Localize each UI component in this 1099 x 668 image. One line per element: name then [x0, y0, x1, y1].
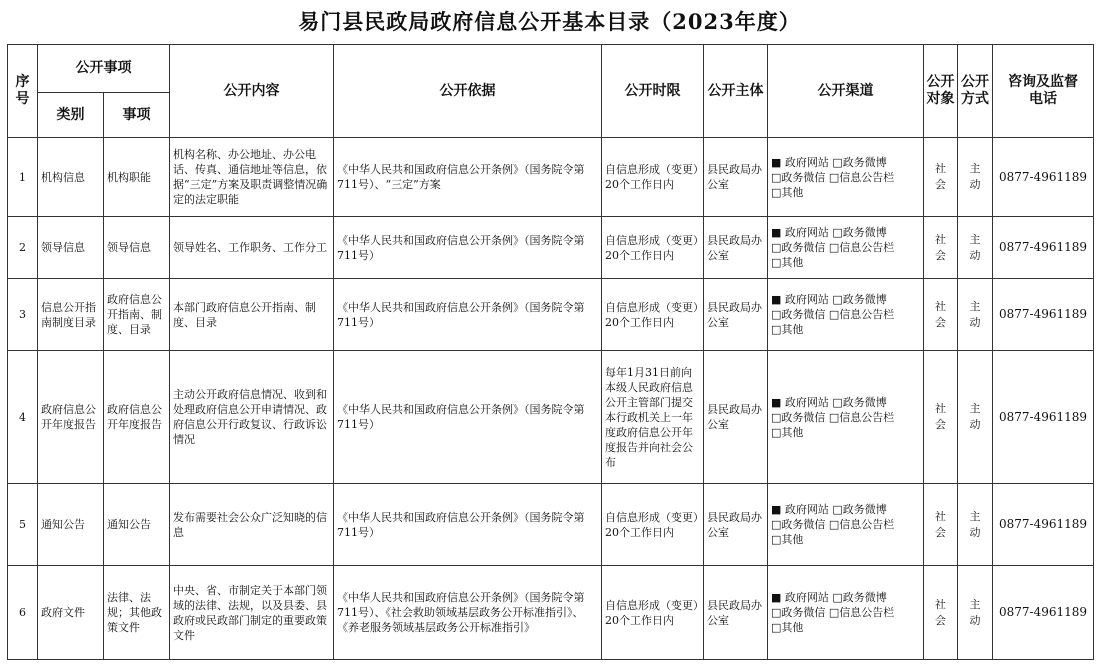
row-category: 机构信息	[38, 138, 104, 217]
channel-line-1: ■ 政府网站 □政务微博	[771, 395, 887, 409]
channel-line-1: ■ 政府网站 □政务微博	[771, 226, 887, 239]
channel-line-1: ■ 政府网站 □政务微博	[771, 503, 887, 516]
row-item: 机构职能	[104, 138, 170, 217]
channel-line-3: □其他	[771, 425, 804, 439]
row-seq: 1	[8, 138, 38, 217]
table-row	[8, 138, 1094, 217]
table-row	[8, 279, 1094, 351]
row-mode: 主动	[958, 484, 993, 566]
row-category: 政府信息公开年度报告	[38, 351, 104, 484]
channel-line-2: □政务微信 □信息公告栏	[771, 308, 895, 321]
row-subject: 县民政局办公室	[704, 351, 768, 484]
header-item: 事项	[104, 93, 170, 138]
row-channel	[768, 351, 924, 484]
row-content: 中央、省、市制定关于本部门领域的法律、法规，以及县委、县政府或民政部门制定的重要政策文件	[170, 566, 334, 660]
channel-line-3: □其他	[771, 323, 804, 336]
row-category: 领导信息	[38, 217, 104, 279]
row-deadline: 每年1月31日前向本级人民政府信息公开主管部门提交本行政机关上一年度政府信息公开年度报告并向社会公布	[602, 351, 704, 484]
row-seq: 3	[8, 279, 38, 351]
row-seq: 2	[8, 217, 38, 279]
row-phone: 0877-4961189	[993, 484, 1094, 566]
row-seq: 4	[8, 351, 38, 484]
channel-line-3: □其他	[771, 256, 804, 269]
channel-line-2: □政务微信 □信息公告栏	[771, 170, 895, 184]
row-basis: 《中华人民共和国政府信息公开条例》（国务院令第711号）	[334, 351, 602, 484]
channel-line-3: □其他	[771, 185, 804, 199]
channel-line-1: ■ 政府网站 □政务微博	[771, 293, 887, 306]
row-channel	[768, 138, 924, 217]
header-basis: 公开依据	[334, 45, 602, 138]
row-target: 社会	[924, 484, 958, 566]
row-target: 社会	[924, 351, 958, 484]
row-target: 社会	[924, 217, 958, 279]
table-row	[8, 566, 1094, 660]
row-mode: 主动	[958, 279, 993, 351]
row-target: 社会	[924, 279, 958, 351]
header-subject: 公开主体	[704, 45, 768, 138]
row-item: 通知公告	[104, 484, 170, 566]
row-subject: 县民政局办公室	[704, 217, 768, 279]
row-phone: 0877-4961189	[993, 217, 1094, 279]
row-subject: 县民政局办公室	[704, 484, 768, 566]
row-category: 信息公开指南制度目录	[38, 279, 104, 351]
table-row	[8, 351, 1094, 484]
header-mode: 公开方式	[958, 45, 993, 138]
row-mode: 主动	[958, 138, 993, 217]
header-target: 公开对象	[924, 45, 958, 138]
page-title: 易门县民政局政府信息公开基本目录（2023年度）	[298, 9, 801, 34]
row-channel	[768, 217, 924, 279]
header-category: 类别	[38, 93, 104, 138]
row-subject: 县民政局办公室	[704, 279, 768, 351]
channel-line-3: □其他	[771, 533, 804, 546]
channel-line-3: □其他	[771, 621, 804, 634]
row-phone: 0877-4961189	[993, 138, 1094, 217]
row-channel	[768, 566, 924, 660]
channel-line-2: □政务微信 □信息公告栏	[771, 241, 895, 254]
row-category: 政府文件	[38, 566, 104, 660]
channel-line-2: □政务微信 □信息公告栏	[771, 410, 895, 424]
row-mode: 主动	[958, 566, 993, 660]
table-row	[8, 484, 1094, 566]
table-row	[8, 217, 1094, 279]
row-basis: 《中华人民共和国政府信息公开条例》（国务院令第711号）、《社会救助领域基层政务公开标准指引》、《养老服务领域基层政务公开标准指引》	[334, 566, 602, 660]
row-mode: 主动	[958, 217, 993, 279]
row-target: 社会	[924, 566, 958, 660]
row-content: 发布需要社会公众广泛知晓的信息	[170, 484, 334, 566]
row-seq: 5	[8, 484, 38, 566]
channel-line-2: □政务微信 □信息公告栏	[771, 606, 895, 619]
row-content: 领导姓名、工作职务、工作分工	[170, 217, 334, 279]
row-content: 机构名称、办公地址、办公电话、传真、通信地址等信息，依据“三定”方案及职责调整情况确定的法定职能	[170, 138, 334, 217]
row-deadline: 自信息形成（变更）20个工作日内	[602, 279, 704, 351]
row-basis: 《中华人民共和国政府信息公开条例》（国务院令第711号）	[334, 484, 602, 566]
row-category: 通知公告	[38, 484, 104, 566]
row-basis: 《中华人民共和国政府信息公开条例》（国务院令第711号）、“三定”方案	[334, 138, 602, 217]
row-item: 法律、法规；其他政策文件	[104, 566, 170, 660]
row-phone: 0877-4961189	[993, 351, 1094, 484]
row-seq: 6	[8, 566, 38, 660]
row-item: 政府信息公开年度报告	[104, 351, 170, 484]
row-deadline: 自信息形成（变更）20个工作日内	[602, 138, 704, 217]
header-channel: 公开渠道	[768, 45, 924, 138]
row-mode: 主动	[958, 351, 993, 484]
row-channel	[768, 279, 924, 351]
row-target: 社会	[924, 138, 958, 217]
row-basis: 《中华人民共和国政府信息公开条例》（国务院令第711号）	[334, 217, 602, 279]
row-content: 主动公开政府信息情况、收到和处理政府信息公开申请情况、政府信息公开行政复议、行政诉讼情况	[170, 351, 334, 484]
header-items-group: 公开事项	[38, 45, 170, 93]
row-item: 领导信息	[104, 217, 170, 279]
channel-line-1: ■ 政府网站 □政务微博	[771, 155, 887, 169]
channel-line-1: ■ 政府网站 □政务微博	[771, 591, 887, 604]
header-seq: 序号	[8, 45, 38, 138]
disclosure-catalog-table	[7, 44, 1094, 660]
row-subject: 县民政局办公室	[704, 138, 768, 217]
row-basis: 《中华人民共和国政府信息公开条例》（国务院令第711号）	[334, 279, 602, 351]
row-content: 本部门政府信息公开指南、制度、目录	[170, 279, 334, 351]
row-deadline: 自信息形成（变更）20个工作日内	[602, 217, 704, 279]
header-phone: 咨询及监督电话	[993, 45, 1094, 138]
row-phone: 0877-4961189	[993, 279, 1094, 351]
row-phone: 0877-4961189	[993, 566, 1094, 660]
row-channel	[768, 484, 924, 566]
channel-line-2: □政务微信 □信息公告栏	[771, 518, 895, 531]
row-subject: 县民政局办公室	[704, 566, 768, 660]
row-deadline: 自信息形成（变更）20个工作日内	[602, 484, 704, 566]
header-deadline: 公开时限	[602, 45, 704, 138]
row-item: 政府信息公开指南、制度、目录	[104, 279, 170, 351]
row-deadline: 自信息形成（变更）20个工作日内	[602, 566, 704, 660]
header-content: 公开内容	[170, 45, 334, 138]
